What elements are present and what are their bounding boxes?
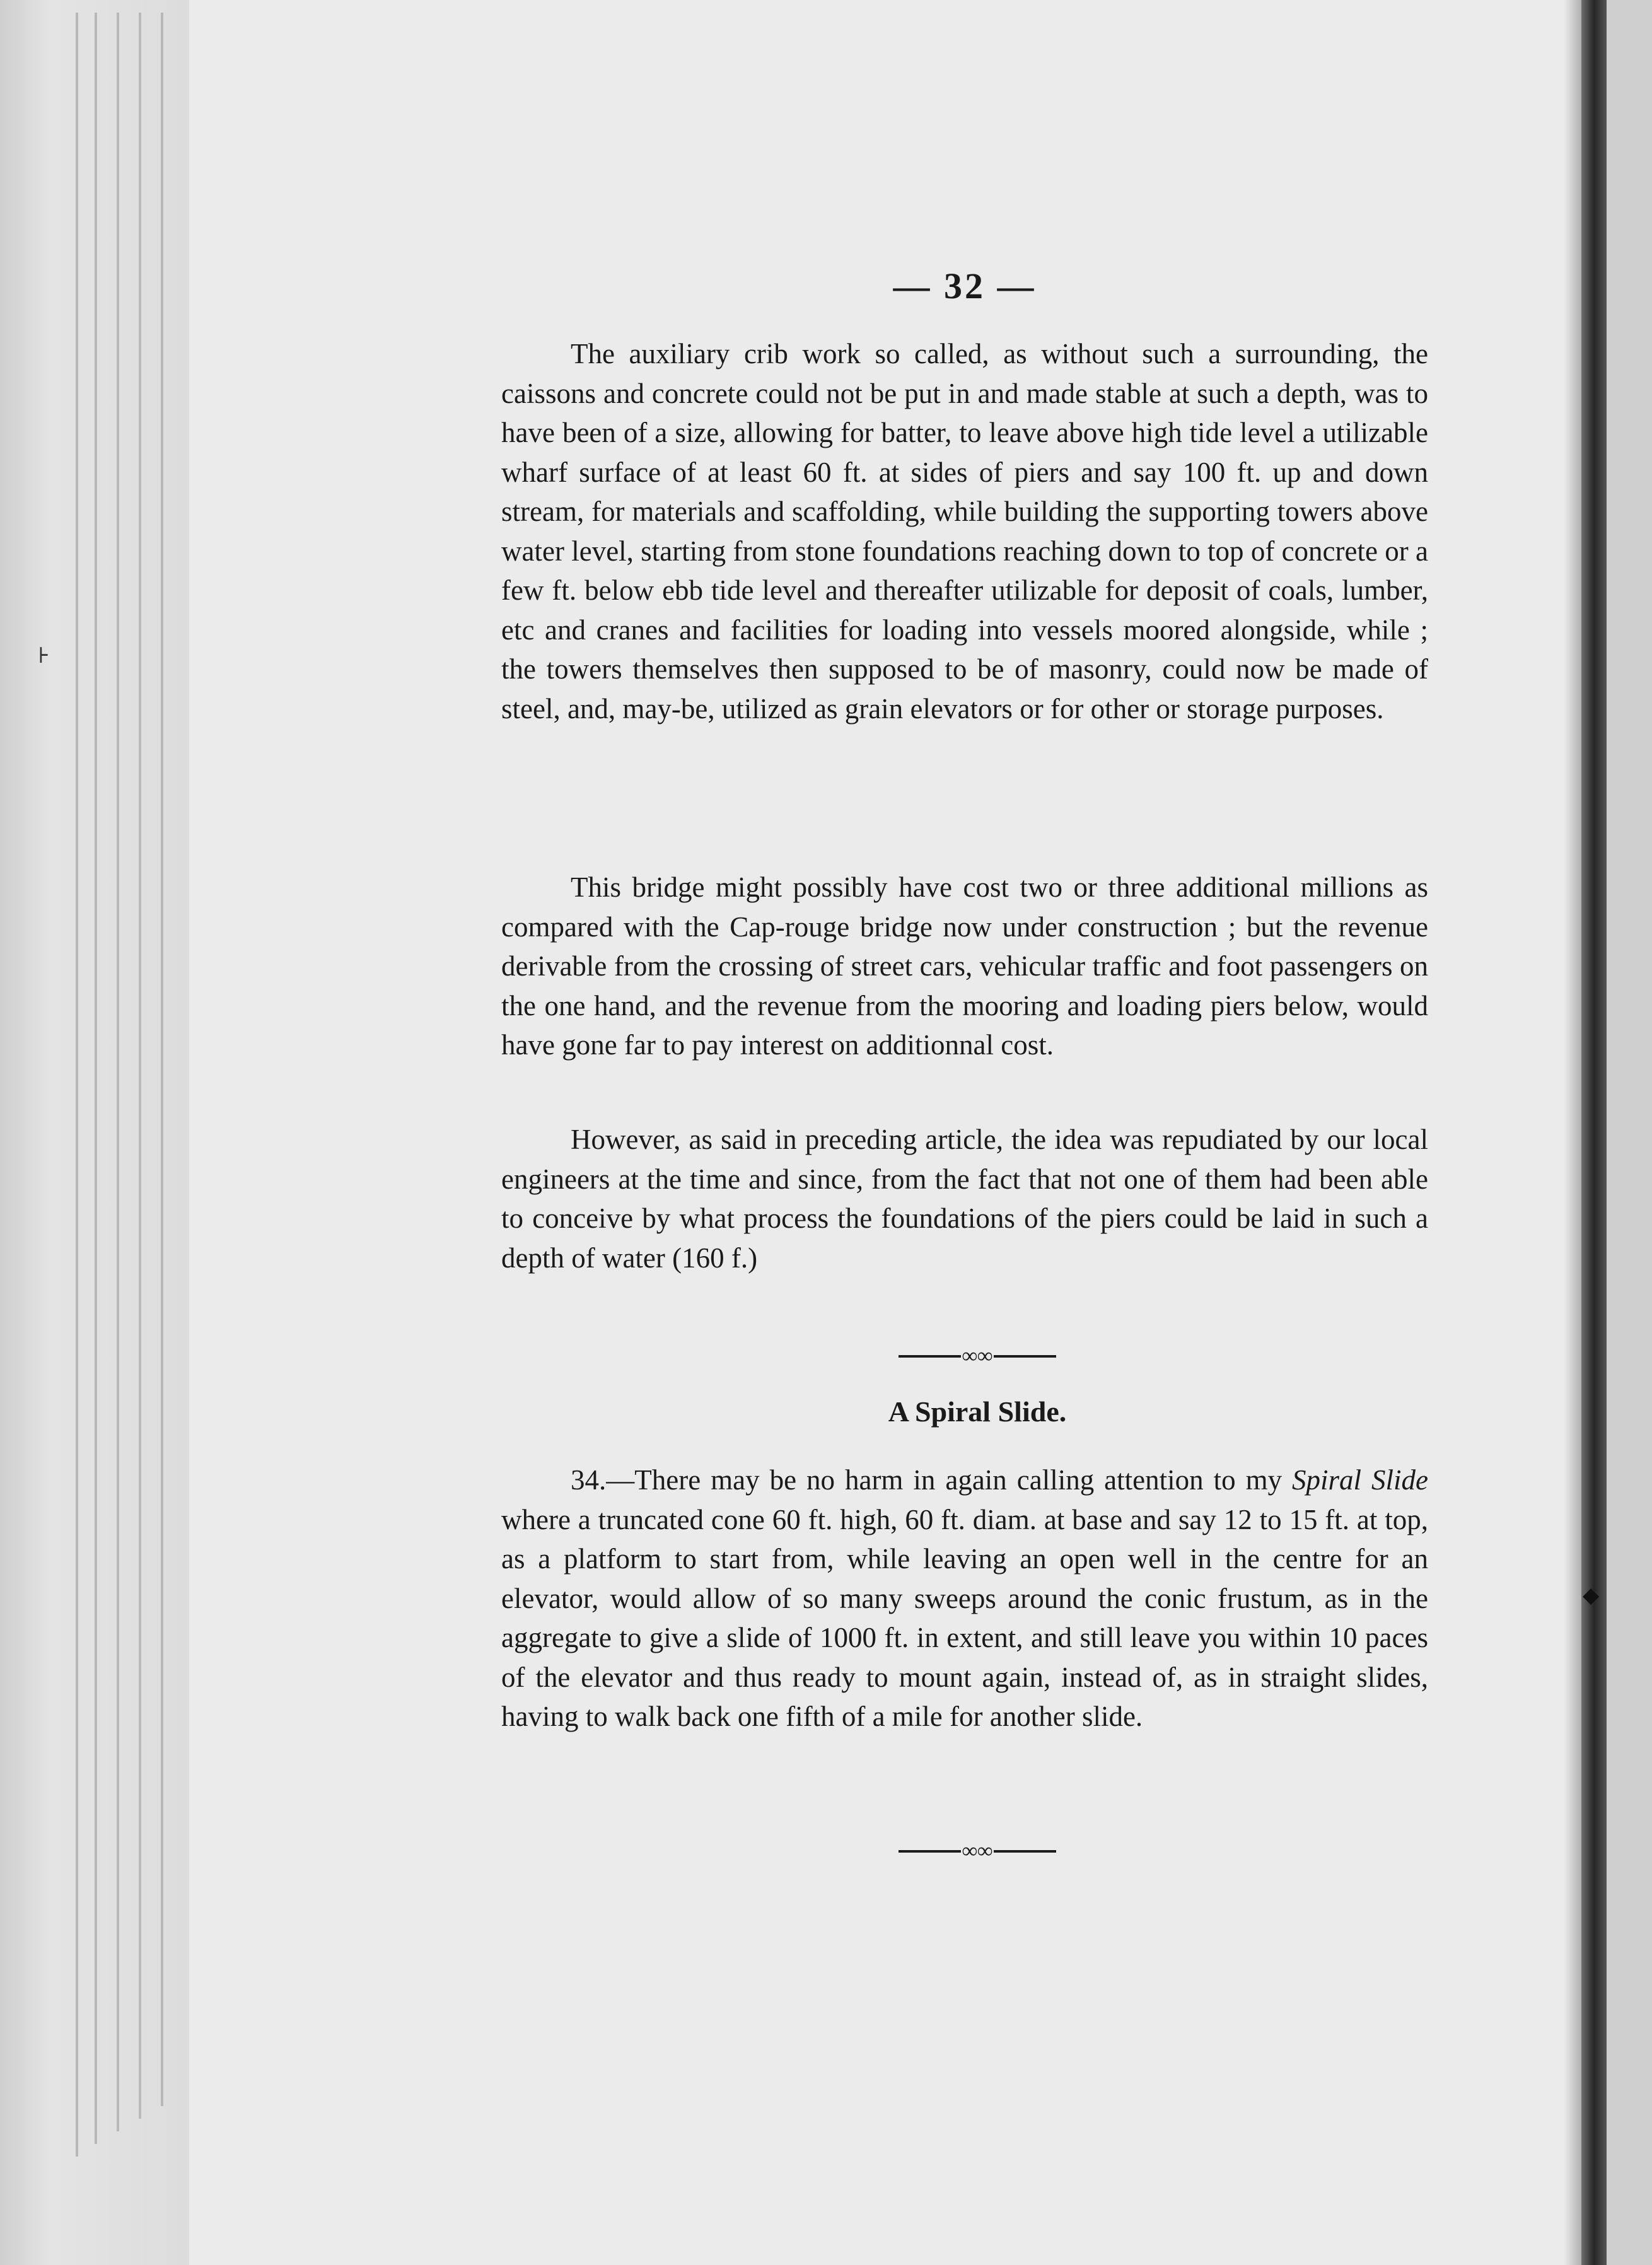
paragraph-spiral-slide xyxy=(501,1460,1428,1737)
page-stack-edge xyxy=(161,13,163,2106)
page-stack-edge xyxy=(117,13,119,2131)
page-number: — 32 — xyxy=(893,265,1037,306)
divider-line xyxy=(994,1355,1056,1358)
paragraph-repudiated-idea: However, as said in preceding article, the idea was repudiated by our local engineers at the time and since, from the fact that not one of them had been able to conceive by what process the foundations of the piers could be laid in such a depth of water (160 f.) xyxy=(501,1124,1428,1274)
divider-ornament: ∞∞ xyxy=(962,1839,993,1863)
page-stack-edge xyxy=(76,13,78,2157)
book-binding xyxy=(1581,0,1607,2265)
ornamental-divider xyxy=(899,1344,1056,1368)
divider-line xyxy=(899,1850,961,1853)
page-stack-edge xyxy=(139,13,141,2119)
margin-mark: ⊦ xyxy=(38,644,50,668)
divider-line xyxy=(899,1355,961,1358)
divider-line xyxy=(994,1850,1056,1853)
paragraph-lead: 34.—There may be no harm in again calling attention to my xyxy=(571,1464,1293,1496)
spiral-slide-term: Spiral Slide xyxy=(1292,1464,1428,1496)
margin-mark: ◆ xyxy=(1583,1584,1600,1607)
paragraph-bridge-cost: This bridge might possibly have cost two or three additional millions as compared with the Cap-rouge bridge now under construction ; but the revenue derivable from the crossing of street cars, vehicular traffic and foot passengers on the one hand, and the revenue from the mooring and loading piers below, would have gone far to pay interest on additionnal cost. xyxy=(501,871,1428,1061)
paragraph-rest: where a truncated cone 60 ft. high, 60 ft. diam. at base and say 12 to 15 ft. at top, as a platform to start from, while leaving an open well in the centre for an elevator, would allow of so many sweeps around the conic frustum, as in the aggregate to give a slide of 1000 ft. in extent, and still leave you within 10 paces of the elevator and thus ready to mount again, instead of, as in straight slides, having to walk back one fifth of a mile for another slide. xyxy=(501,1503,1428,1732)
binding-shadow xyxy=(1564,0,1581,2265)
divider-ornament: ∞∞ xyxy=(962,1344,993,1368)
paragraph-crib-work: The auxiliary crib work so called, as without such a surrounding, the caissons and concrete could not be put in and made stable at such a depth, was to have been of a size, allowing for batter, to leave above high tide level a utilizable wharf surface of at least 60 ft. at sides of piers and say 100 ft. up and down stream, for materials and scaffolding, while building the supporting towers above water level, starting from stone foundations reaching down to top of concrete or a few ft. below ebb tide level and thereafter utilizable for deposit of coals, lumber, etc and cranes and facilities for loading into vessels moored alongside, while ; the towers themselves then supposed to be of masonry, could now be made of steel, and, may-be, utilized as grain elevators or for other or storage purposes. xyxy=(501,338,1428,725)
ornamental-divider xyxy=(899,1839,1056,1863)
section-heading: A Spiral Slide. xyxy=(888,1395,1067,1428)
page-stack-edge xyxy=(95,13,97,2144)
